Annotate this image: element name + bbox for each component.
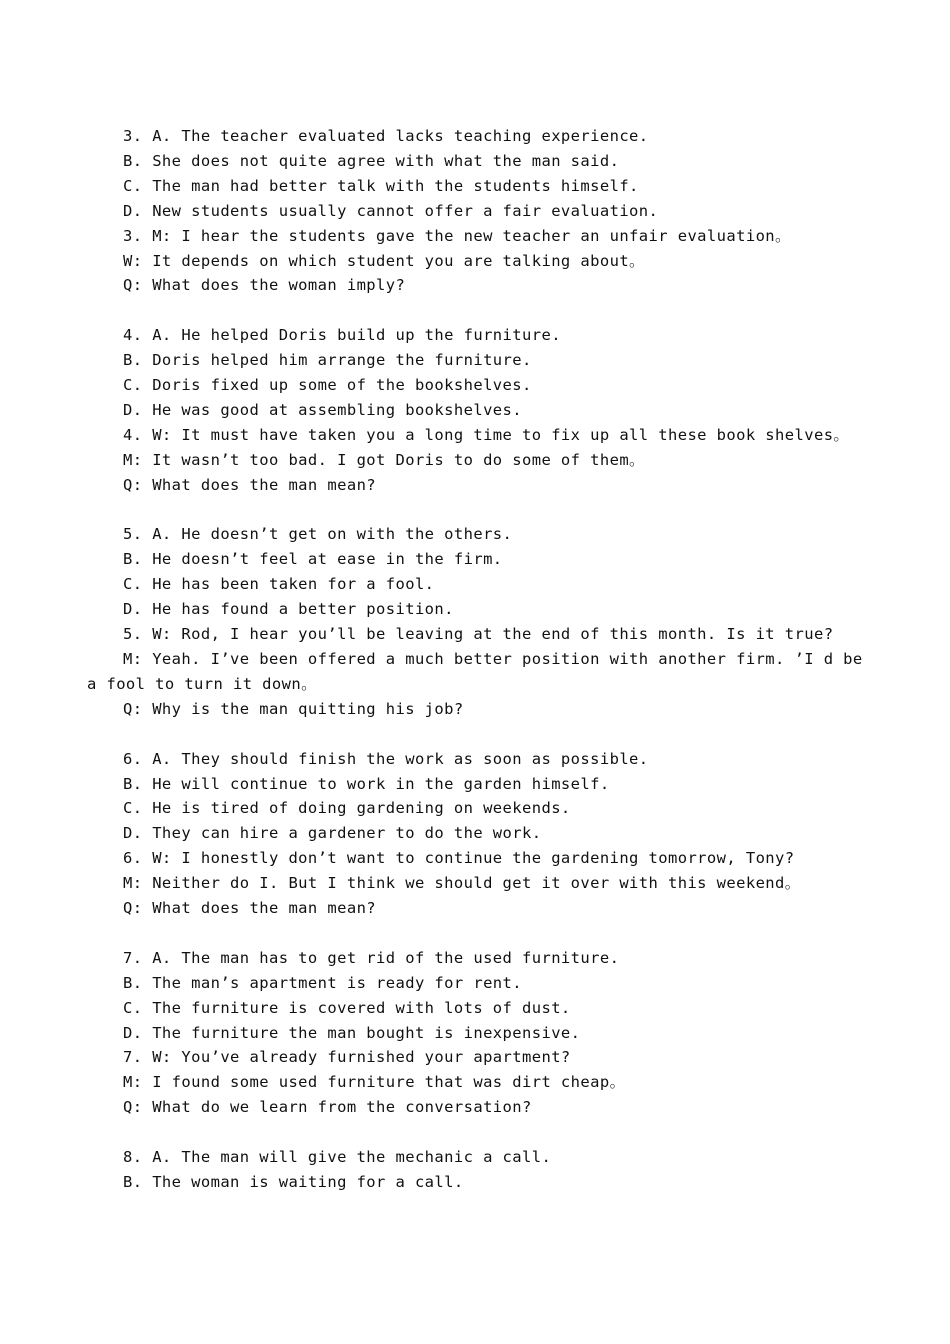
option-c: C. Doris fixed up some of the bookshelves. (123, 376, 532, 395)
question-line: Q: What does the man mean? (123, 899, 377, 918)
question-8 (87, 1145, 877, 1195)
option-d: D. The furniture the man bought is inexpensive. (123, 1023, 581, 1042)
option-a: 5. A. He doesn’t get on with the others. (123, 525, 513, 544)
option-a: 7. A. The man has to get rid of the used furniture. (123, 948, 620, 967)
option-c: C. The man had better talk with the students himself. (123, 176, 639, 195)
dialogue-line-2: M: I found some used furniture that was dirt cheap。 (123, 1073, 626, 1092)
question-6 (87, 747, 877, 921)
option-a: 8. A. The man will give the mechanic a call. (123, 1148, 552, 1167)
question-5 (87, 522, 877, 721)
option-b: B. The man’s apartment is ready for rent. (123, 973, 523, 992)
option-a: 6. A. They should finish the work as soon as possible. (123, 749, 649, 768)
option-b: B. Doris helped him arrange the furniture. (123, 351, 532, 370)
option-a: 3. A. The teacher evaluated lacks teaching experience. (123, 127, 649, 145)
dialogue-line-1: 4. W: It must have taken you a long time to fix up all these book shelves。 (123, 425, 850, 444)
dialogue-line-1: 6. W: I honestly don’t want to continue the gardening tomorrow, Tony? (123, 849, 795, 868)
option-c: C. The furniture is covered with lots of dust. (123, 998, 571, 1017)
option-c: C. He has been taken for a fool. (123, 575, 435, 594)
option-a: 4. A. He helped Doris build up the furniture. (123, 326, 561, 345)
option-b: B. He will continue to work in the garden himself. (123, 774, 610, 793)
question-4 (87, 323, 877, 497)
question-line: Q: What do we learn from the conversation? (123, 1098, 532, 1117)
dialogue-line-1: 3. M: I hear the students gave the new teacher an unfair evaluation。 (123, 226, 791, 245)
dialogue-line-2: M: It wasn’t too bad. I got Doris to do some of them。 (123, 450, 645, 469)
dialogue-line-2: M: Neither do I. But I think we should get it over with this weekend。 (123, 874, 801, 893)
dialogue-line-2: W: It depends on which student you are talking about。 (123, 251, 645, 270)
dialogue-line-1: 5. W: Rod, I hear you’ll be leaving at the end of this month. Is it true? (123, 625, 834, 644)
dialogue-line-1: 7. W: You’ve already furnished your apartment? (123, 1048, 571, 1067)
option-c: C. He is tired of doing gardening on weekends. (123, 799, 571, 818)
question-line: Q: Why is the man quitting his job? (123, 699, 464, 718)
dialogue-line-2: M: Yeah. I’ve been offered a much better position with another firm. ’I d be a fool to turn it down。 (87, 650, 873, 693)
question-line: Q: What does the man mean? (123, 475, 377, 494)
option-d: D. He has found a better position. (123, 600, 454, 619)
option-b: B. He doesn’t feel at ease in the firm. (123, 550, 503, 569)
option-d: D. They can hire a gardener to do the work. (123, 824, 542, 843)
question-line: Q: What does the woman imply? (123, 276, 406, 295)
option-d: D. He was good at assembling bookshelves. (123, 400, 523, 419)
option-d: D. New students usually cannot offer a fair evaluation. (123, 201, 659, 220)
option-b: B. She does not quite agree with what the man said. (123, 151, 620, 170)
listening-transcript (87, 124, 877, 1220)
question-7 (87, 946, 877, 1120)
question-3 (87, 124, 877, 298)
option-b: B. The woman is waiting for a call. (123, 1172, 464, 1191)
